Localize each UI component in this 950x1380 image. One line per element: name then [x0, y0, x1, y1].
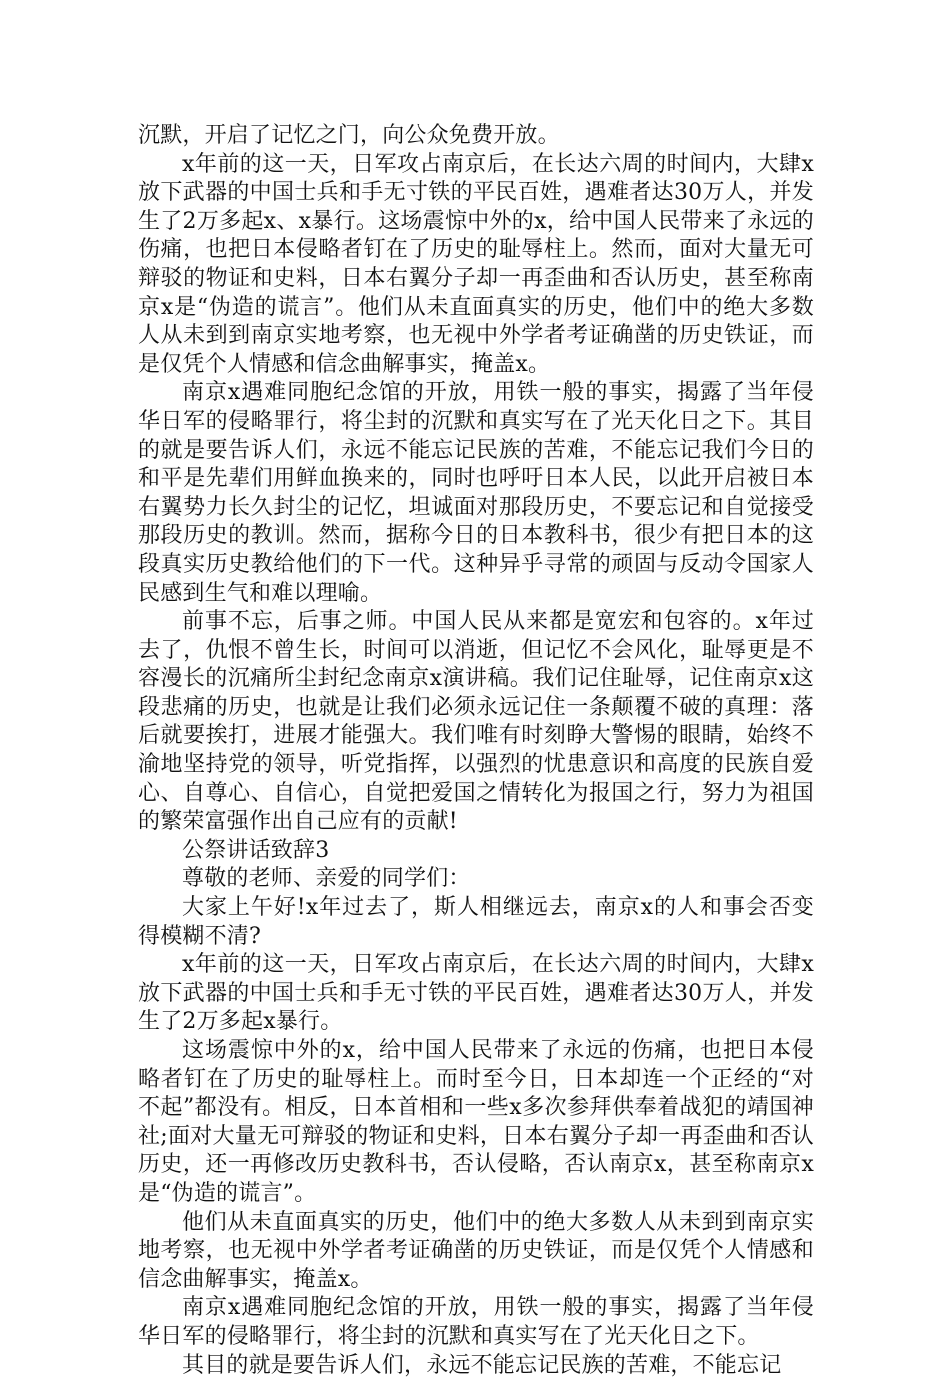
- document-page: [138, 122, 814, 1380]
- paragraph: 南京x遇难同胞纪念馆的开放，用铁一般的事实，揭露了当年侵华日军的侵略罪行，将尘封的沉默和真实写在了光天化日之下。其目的就是要告诉人们，永远不能忘记民族的苦难，不能忘记我们今日的和平是先辈们用鲜血换来的，同时也呼吁日本人民，以此开启被日本右翼势力长久封尘的记忆，坦诚面对那段历史，不要忘记和自觉接受那段历史的教训。然而，据称今日的日本教科书，很少有把日本的这段真实历史教给他们的下一代。这种异乎寻常的顽固与反动令国家人民感到生气和难以理喻。: [138, 380, 814, 606]
- paragraph: 前事不忘，后事之师。中国人民从来都是宽宏和包容的。x年过去了，仇恨不曾生长，时间可以消逝，但记忆不会风化，耻辱更是不容漫长的沉痛所尘封纪念南京x演讲稿。我们记住耻辱，记住南京x这段悲痛的历史，也就是让我们必须永远记住一条颠覆不破的真理：落后就要挨打，进展才能强大。我们唯有时刻睁大警惕的眼睛，始终不渝地坚持党的领导，听党指挥，以强烈的忧患意识和高度的民族自爱心、自尊心、自信心，自觉把爱国之情转化为报国之行，努力为祖国的繁荣富强作出自己应有的贡献!: [138, 609, 814, 835]
- section-heading: 公祭讲话致辞3: [182, 837, 330, 863]
- paragraph: 大家上午好!x年过去了，斯人相继远去，南京x的人和事会否变得模糊不清?: [138, 895, 814, 949]
- paragraph: 其目的就是要告诉人们，永远不能忘记民族的苦难，不能忘记: [182, 1352, 782, 1378]
- paragraph: x年前的这一天，日军攻占南京后，在长达六周的时间内，大肆x放下武器的中国士兵和手无寸铁的平民百姓，遇难者达30万人，并发生了2万多起x、x暴行。这场震惊中外的x，给中国人民带来了永远的伤痛，也把日本侵略者钉在了历史的耻辱柱上。然而，面对大量无可辩驳的物证和史料，日本右翼分子却一再歪曲和否认历史，甚至称南京x是“伪造的谎言”。他们从未直面真实的历史，他们中的绝大多数人从未到到南京实地考察，也无视中外学者考证确凿的历史铁证，而是仅凭个人情感和信念曲解事实，掩盖x。: [138, 151, 814, 377]
- paragraph: 他们从未直面真实的历史，他们中的绝大多数人从未到到南京实地考察，也无视中外学者考证确凿的历史铁证，而是仅凭个人情感和信念曲解事实，掩盖x。: [138, 1209, 814, 1292]
- paragraph: 南京x遇难同胞纪念馆的开放，用铁一般的事实，揭露了当年侵华日军的侵略罪行，将尘封的沉默和真实写在了光天化日之下。: [138, 1295, 814, 1349]
- paragraph-continuation: 沉默，开启了记忆之门，向公众免费开放。: [138, 123, 560, 148]
- paragraph: x年前的这一天，日军攻占南京后，在长达六周的时间内，大肆x放下武器的中国士兵和手无寸铁的平民百姓，遇难者达30万人，并发生了2万多起x暴行。: [138, 952, 814, 1035]
- salutation: 尊敬的老师、亲爱的同学们：: [182, 866, 471, 892]
- paragraph: 这场震惊中外的x，给中国人民带来了永远的伤痛，也把日本侵略者钉在了历史的耻辱柱上。而时至今日，日本却连一个正经的“对不起”都没有。相反，日本首相和一些x多次参拜供奉着战犯的靖国神社;面对大量无可辩驳的物证和史料，日本右翼分子却一再歪曲和否认历史，还一再修改历史教科书，否认侵略，否认南京x，甚至称南京x是“伪造的谎言”。: [138, 1038, 814, 1206]
